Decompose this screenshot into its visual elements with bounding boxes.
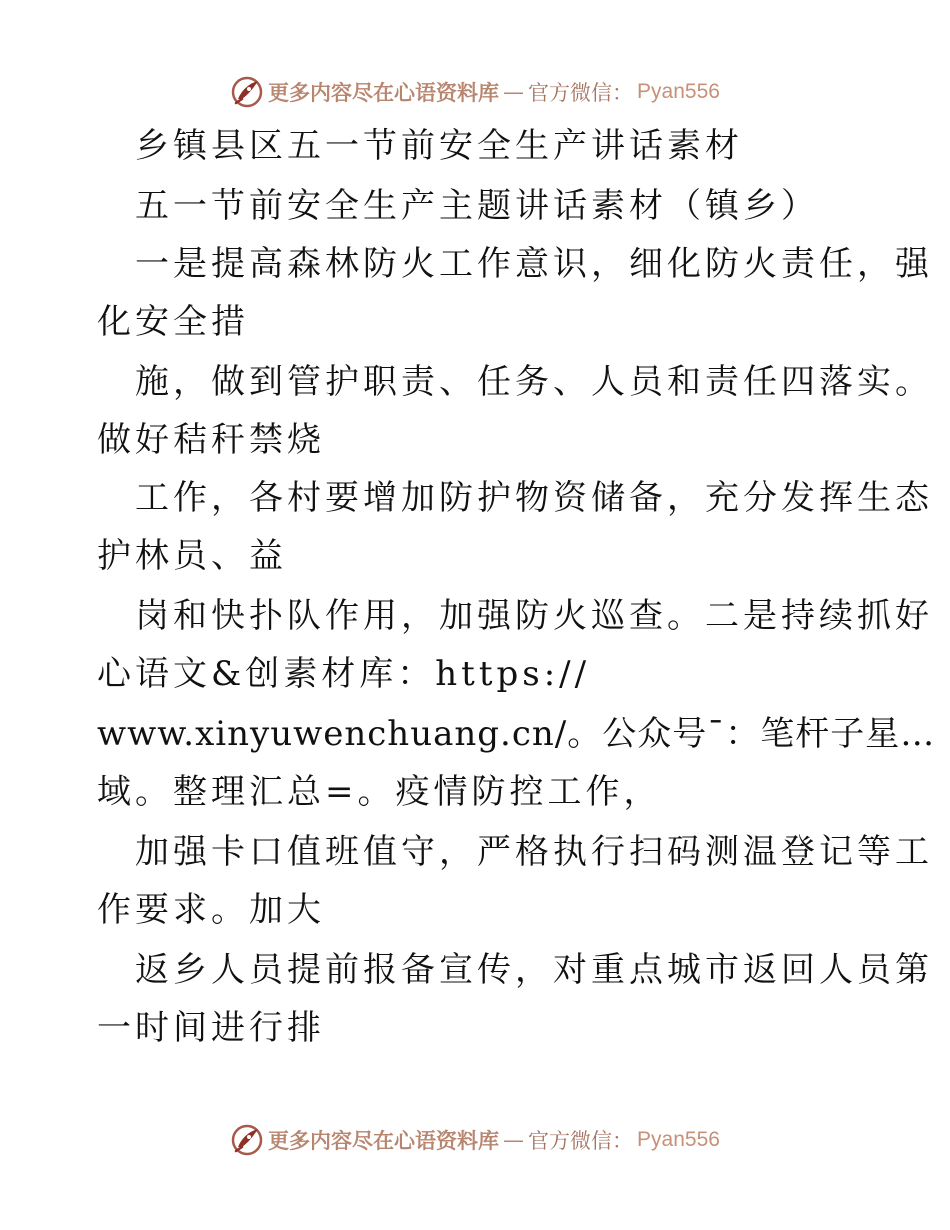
paragraph-line: 加强卡口值班值守，严格执行扫码测温登记等工	[135, 832, 933, 872]
header-brand	[230, 75, 720, 109]
doc-subtitle: 五一节前安全生产主题讲话素材（镇乡）	[135, 186, 819, 226]
paragraph-line: 心语文&创素材库：https://	[97, 654, 591, 694]
paragraph-line: 一是提高森林防火工作意识，细化防火责任，强	[135, 244, 933, 284]
footer-brand	[230, 1123, 720, 1157]
paragraph-line: 岗和快扑队作用，加强防火巡查。二是持续抓好	[135, 596, 933, 636]
header-separator: —	[503, 80, 525, 104]
footer-wechat-label: 官方微信：	[528, 1129, 634, 1153]
paragraph-line: 护林员、益	[97, 536, 287, 576]
paragraph-line: 化安全措	[97, 302, 249, 342]
pen-nib-logo-icon	[230, 75, 264, 109]
paragraph-line: 域。整理汇总=。疫情防控工作，	[97, 772, 662, 812]
page-footer	[0, 1118, 950, 1162]
pen-nib-logo-icon	[230, 1123, 264, 1157]
footer-brand-text: 更多内容尽在心语资料库	[268, 1128, 500, 1153]
paragraph-line: 施，做到管护职责、任务、人员和责任四落实。	[135, 362, 933, 402]
footer-separator: —	[503, 1128, 525, 1152]
header-wechat-id: Pyan556	[637, 80, 720, 103]
paragraph-line: 工作，各村要增加防护物资储备，充分发挥生态	[135, 478, 933, 518]
paragraph-line: 作要求。加大	[97, 890, 325, 930]
doc-title: 乡镇县区五一节前安全生产讲话素材	[135, 126, 743, 166]
paragraph-line: 返乡人员提前报备宣传，对重点城市返回人员第	[135, 950, 933, 990]
paragraph-line: 做好秸秆禁烧	[97, 420, 325, 460]
page-header	[0, 70, 950, 114]
paragraph-line-url: www.xinyuwenchuang.cn/。公众号¯：笔杆子星…	[97, 714, 936, 754]
paragraph-line: 一时间进行排	[97, 1008, 325, 1048]
footer-wechat-id: Pyan556	[637, 1128, 720, 1151]
header-brand-text: 更多内容尽在心语资料库	[268, 80, 500, 105]
header-wechat-label: 官方微信：	[528, 81, 634, 105]
